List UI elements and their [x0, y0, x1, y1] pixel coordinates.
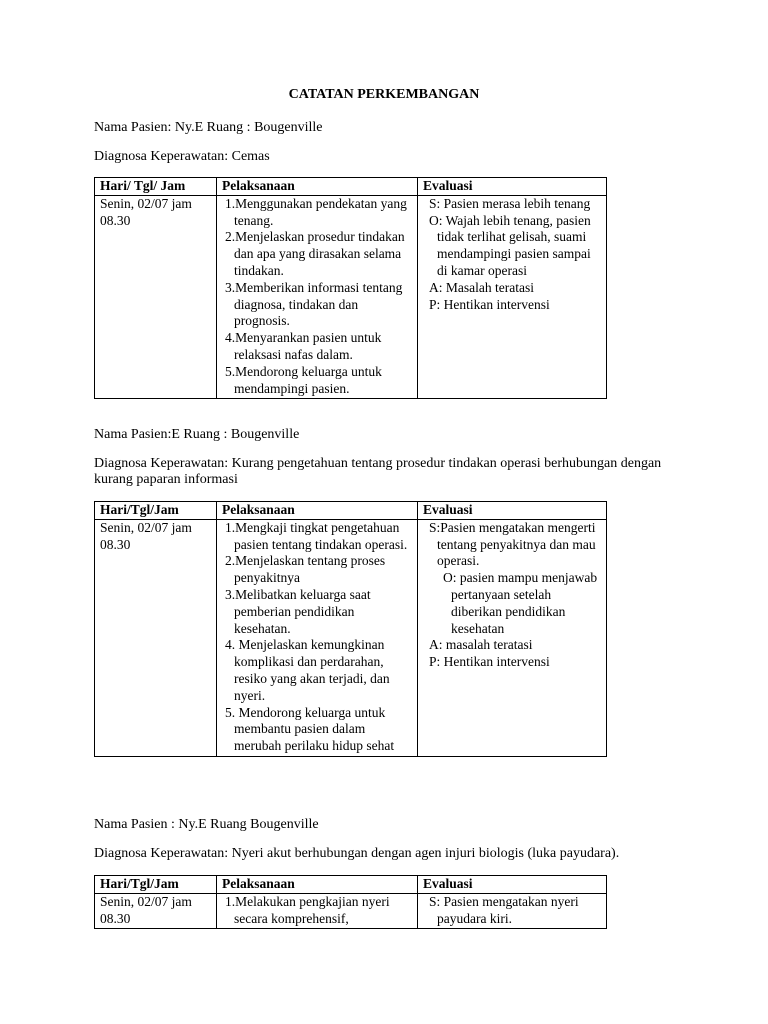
evaluation-item: O: pasien mampu menjawab pertanyaan setelah diberikan pendidikan kesehatan: [443, 570, 598, 636]
day-cell: [95, 195, 217, 399]
header-actions: Pelaksanaan: [217, 178, 418, 196]
header-day: Hari/Tgl/Jam: [95, 502, 217, 520]
header-actions: Pelaksanaan: [217, 876, 418, 894]
diagnosis-1: Diagnosa Keperawatan: Cemas: [94, 149, 270, 164]
day-text: Senin, 02/07 jam 08.30: [100, 519, 192, 552]
actions-cell: [217, 195, 418, 399]
header-evaluation: Evaluasi: [418, 876, 607, 894]
action-item: 2.Menjelaskan tentang proses penyakitnya: [225, 553, 386, 586]
action-item: 3.Melibatkan keluarga saat pemberian pendidikan kesehatan.: [225, 586, 371, 636]
action-item: 1.Menggunakan pendekatan yang tenang.: [225, 195, 407, 228]
actions-cell: [217, 519, 418, 756]
table-row: [95, 195, 607, 399]
progress-table-3: [94, 875, 607, 929]
evaluation-item: S: Pasien merasa lebih tenang: [429, 195, 591, 211]
evaluation-item: A: masalah teratasi: [429, 637, 533, 653]
patient-info-3: Nama Pasien : Ny.E Ruang Bougenville: [94, 817, 319, 832]
action-item: 4. Menjelaskan kemungkinan komplikasi dan perdarahan, resiko yang akan terjadi, dan nyeri.: [225, 637, 390, 703]
evaluation-item: S: Pasien mengatakan nyeri payudara kiri.: [429, 893, 579, 926]
evaluation-cell: [418, 195, 607, 399]
action-item: 2.Menjelaskan prosedur tindakan dan apa yang dirasakan selama tindakan.: [225, 229, 405, 278]
diagnosis-2: Diagnosa Keperawatan: Kurang pengetahuan tentang prosedur tindakan operasi berhubungan dengan kurang paparan informasi: [94, 456, 662, 487]
progress-table-2: [94, 501, 607, 757]
table-row: [95, 519, 607, 756]
document-title: CATATAN PERKEMBANGAN: [288, 87, 480, 102]
progress-table-1: [94, 177, 607, 399]
day-text: Senin, 02/07 jam 08.30: [100, 893, 192, 926]
evaluation-item: S:Pasien mengatakan mengerti tentang penyakitnya dan mau operasi.: [429, 519, 596, 569]
action-item: 5. Mendorong keluarga untuk membantu pasien dalam merubah perilaku hidup sehat: [225, 704, 395, 754]
action-item: 5.Mendorong keluarga untuk mendampingi pasien.: [225, 363, 382, 396]
action-item: 1.Melakukan pengkajian nyeri secara komprehensif,: [225, 893, 390, 926]
table-header-row: [95, 502, 607, 520]
evaluation-item: P: Hentikan intervensi: [429, 296, 550, 312]
actions-cell: [217, 893, 418, 929]
evaluation-item: O: Wajah lebih tenang, pasien tidak terlihat gelisah, suami mendampingi pasien sampai di kamar operasi: [429, 212, 591, 278]
day-cell: [95, 893, 217, 929]
diagnosis-3: Diagnosa Keperawatan: Nyeri akut berhubungan dengan agen injuri biologis (luka payudara).: [94, 846, 620, 861]
table-header-row: [95, 876, 607, 894]
evaluation-item: P: Hentikan intervensi: [429, 654, 550, 670]
table-header-row: [95, 178, 607, 196]
action-item: 4.Menyarankan pasien untuk relaksasi nafas dalam.: [225, 330, 382, 362]
header-evaluation: Evaluasi: [418, 178, 607, 196]
evaluation-item: A: Masalah teratasi: [429, 279, 534, 295]
action-item: 1.Mengkaji tingkat pengetahuan pasien tentang tindakan operasi.: [225, 519, 408, 552]
day-text: Senin, 02/07 jam 08.30: [100, 195, 192, 228]
header-day: Hari/Tgl/Jam: [95, 876, 217, 894]
action-item: 3.Memberikan informasi tentang diagnosa, tindakan dan prognosis.: [225, 279, 403, 329]
patient-info-2: Nama Pasien:E Ruang : Bougenville: [94, 427, 300, 442]
patient-info-1: Nama Pasien: Ny.E Ruang : Bougenville: [94, 120, 323, 135]
header-actions: Pelaksanaan: [217, 502, 418, 520]
table-row: [95, 893, 607, 929]
evaluation-cell: [418, 893, 607, 929]
day-cell: [95, 519, 217, 756]
header-evaluation: Evaluasi: [418, 502, 607, 520]
header-day: Hari/ Tgl/ Jam: [95, 178, 217, 196]
evaluation-cell: [418, 519, 607, 756]
